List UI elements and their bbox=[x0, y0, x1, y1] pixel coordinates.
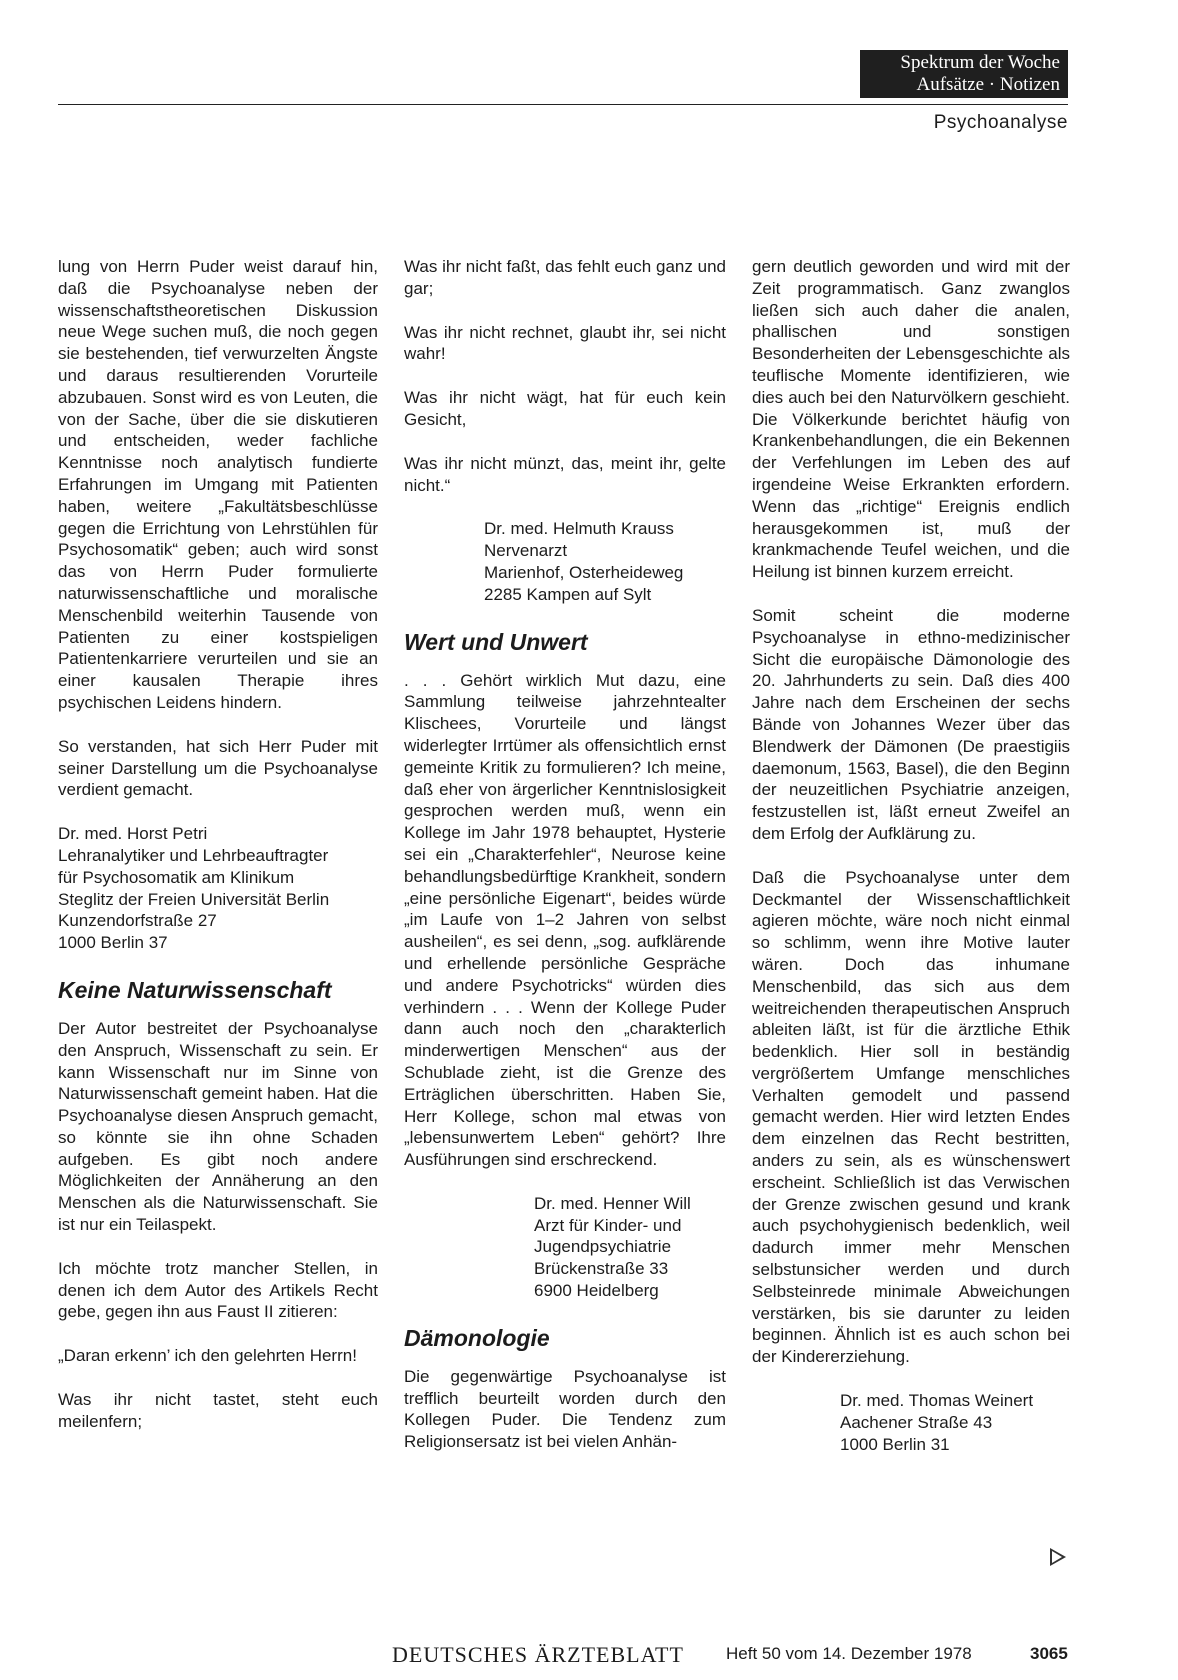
header-rule bbox=[58, 104, 1068, 105]
quote-line: Was ihr nicht faßt, das fehlt euch ganz und gar; bbox=[404, 257, 726, 298]
heading-keine-naturwissenschaft: Keine Naturwissenschaft bbox=[58, 976, 332, 1003]
signature-line: Brückenstraße 33 bbox=[534, 1259, 669, 1279]
paragraph: lung von Herrn Puder weist darauf hin, daß die Psychoanalyse neben der wissenschaftstheoretischen Diskussion neue Wege suchen muß, die noch gegen sie bestehenden, tief verwurzelten Ängste und daraus resultierenden Vorurteile abzubauen. Sonst wird es von Leuten, die von der Sache, über die sie diskutieren und entscheiden, weder fachliche Kenntnisse noch analytisch fundierte Erfahrungen im Umgang mit Patienten haben, weitere „Fakultätsbeschlüsse gegen die Errichtung von Lehrstühlen für Psychosomatik“ geben; auch wird sonst das von Herrn Puder formulierte naturwissenschaftliche und moralische Menschenbild weiterhin Tausende von Patienten zu einer kostspieligen Patientenkarriere verurteilen und sie an einer kausalen Therapie ihres psychischen Leidens hindern. bbox=[58, 257, 378, 712]
signature-line: 6900 Heidelberg bbox=[534, 1281, 659, 1301]
page-footer bbox=[0, 1642, 1178, 1672]
signature-line: Lehranalytiker und Lehrbeauftragter bbox=[58, 845, 329, 865]
signature-line: für Psychosomatik am Klinikum bbox=[58, 867, 295, 887]
signature-line: Dr. med. Henner Will bbox=[534, 1193, 691, 1213]
signature-line: Aachener Straße 43 bbox=[840, 1412, 993, 1432]
signature-krauss bbox=[404, 518, 726, 605]
signature-will bbox=[404, 1193, 726, 1302]
signature-line: Steglitz der Freien Universität Berlin bbox=[58, 889, 330, 909]
continue-arrow-icon bbox=[1050, 1548, 1066, 1566]
issue-info: Heft 50 vom 14. Dezember 1978 bbox=[726, 1644, 972, 1663]
column-3 bbox=[752, 256, 1070, 1477]
signature-line: Dr. med. Thomas Weinert bbox=[840, 1391, 1034, 1411]
paragraph: Daß die Psychoanalyse unter dem Deckmantel der Wissenschaftlichkeit agieren möchte, wäre noch nicht einmal so schlimm, wenn ihre Motive lauter wären. Doch das inhumane Menschenbild, das sich aus dem weitreichenden therapeutischen Anspruch ableiten läßt, ist für die ärztliche Ethik bedenklich. Hier soll in beständig vergrößertem Umfange menschliches Verhalten gemodelt und passend gemacht werden. Hier wird letzten Endes dem einzelnen das Recht bestritten, anders zu sein, als es wünschenswert erscheint. Schließlich ist das Verwischen der Grenze zwischen gesund und krank auch psychohygienisch bedenklich, weil dadurch immer mehr Menschen selbstunsicher werden und durch Selbsteinrede minimale Abweichungen verstärken, bis sie darunter zu leiden beginnen. Ähnlich ist es auch schon bei der Kindererziehung. bbox=[752, 867, 1070, 1367]
journal-name: DEUTSCHES ÄRZTEBLATT bbox=[392, 1642, 684, 1667]
signature-petri bbox=[58, 823, 378, 954]
paragraph: . . . Gehört wirklich Mut dazu, eine Sammlung teilweise jahrzehntealter Klischees, Vorurteile und längst widerlegter Irrtümer als offensichtlich ernst gemeinte Kritik zu formulieren? Ich meine, daß eher von ärgerlicher Kenntnislosigkeit gesprochen werden muß, wenn ein Kollege im Jahr 1978 behauptet, Hysterie sei ein „Charakterfehler“, Neurose keine behandlungsbedürftige Krankheit, sondern „eine persönliche Eigenart“, beides würde „im Laufe von 1–2 Jahren von selbst ausheilen“, es sei denn, „sog. aufklärende und erhellende persönliche Gespräche und andere Psychotricks“ würden dies verhindern . . . Wenn der Kollege Puder dann auch noch den „charakterlich minderwertigen Menschen“ aus der Schublade zieht, ist die Grenze des Erträglichen überschritten. Haben Sie, Herr Kollege, schon mal etwas von „lebensunwertem Leben“ gehört? Ihre Ausführungen sind erschreckend. bbox=[404, 670, 726, 1170]
page-number: 3065 bbox=[1030, 1644, 1068, 1663]
column-1 bbox=[58, 256, 378, 1455]
quote-line: Was ihr nicht wägt, hat für euch kein Gesicht, bbox=[404, 388, 726, 429]
quote-line: „Daran erkenn’ ich den gelehrten Herrn! bbox=[58, 1346, 357, 1366]
signature-line: Dr. med. Helmuth Krauss bbox=[484, 519, 674, 539]
section-label: Psychoanalyse bbox=[933, 112, 1068, 133]
heading-wert-und-unwert: Wert und Unwert bbox=[404, 628, 588, 655]
paragraph: Die gegenwärtige Psychoanalyse ist trefflich beurteilt worden durch den Kollegen Puder. Die Tendenz zum Religionsersatz ist bei vielen Anhän- bbox=[404, 1366, 726, 1452]
signature-line: 1000 Berlin 37 bbox=[58, 933, 168, 953]
header-box-line1: Spektrum der Woche bbox=[900, 52, 1060, 73]
signature-line: Kunzendorfstraße 27 bbox=[58, 911, 217, 931]
signature-line: Arzt für Kinder- und bbox=[534, 1215, 682, 1235]
paragraph: Ich möchte trotz mancher Stellen, in denen ich dem Autor des Artikels Recht gebe, gegen ihn aus Faust II zitieren: bbox=[58, 1258, 378, 1322]
signature-line: Jugendpsychiatrie bbox=[534, 1237, 672, 1257]
quote-line: Was ihr nicht tastet, steht euch meilenfern; bbox=[58, 1390, 378, 1431]
section-header-box bbox=[860, 50, 1068, 98]
heading-daemonologie: Dämonologie bbox=[404, 1324, 550, 1351]
column-2 bbox=[404, 256, 726, 1475]
paragraph: gern deutlich geworden und wird mit der Zeit programmatisch. Ganz zwanglos ließen sich auch daher die analen, phallischen und sonstigen Besonderheiten der Lebensgeschichte als teuflische Momente identifizieren, wie dies auch bei den Naturvölkern geschieht. Die Völkerkunde berichtet häufig von Krankenbehandlungen, die ein Bekennen der Verfehlungen im Leben des auf irgendeine Weise Erkrankten erfordern. Wenn das „richtige“ Ereignis endlich herausgekommen ist, muß der krankmachende Teufel weichen, und die Heilung ist binnen kurzem erreicht. bbox=[752, 257, 1070, 582]
paragraph: Der Autor bestreitet der Psychoanalyse den Anspruch, Wissenschaft zu sein. Er kann Wissenschaft nur im Sinne von Naturwissenschaft gemeint haben. Hat die Psychoanalyse diesen Anspruch gemacht, so könnte sie ihn ohne Schaden aufgeben. Es gibt noch andere Möglichkeiten der Annäherung an den Menschen als die Naturwissenschaft. Sie ist nur ein Teilaspekt. bbox=[58, 1018, 378, 1235]
signature-line: Dr. med. Horst Petri bbox=[58, 824, 208, 844]
signature-line: Nervenarzt bbox=[484, 541, 568, 561]
signature-weinert bbox=[752, 1390, 1070, 1455]
quote-line: Was ihr nicht münzt, das, meint ihr, gelte nicht.“ bbox=[404, 453, 726, 495]
paragraph: So verstanden, hat sich Herr Puder mit seiner Darstellung um die Psychoanalyse verdient gemacht. bbox=[58, 736, 378, 800]
signature-line: Marienhof, Osterheideweg bbox=[484, 562, 684, 582]
paragraph: Somit scheint die moderne Psychoanalyse in ethno-medizinischer Sicht die europäische Dämonologie des 20. Jahrhunderts zu sein. Daß dies 400 Jahre nach dem Erscheinen der sechs Bände von Johannes Wezer über das Blendwerk der Dämonen (De praestigiis daemonum, 1563, Basel), die den Beginn der neuzeitlichen Psychiatrie anzeigen, festzustellen ist, läßt erneut Zweifel an dem Erfolg der Aufklärung zu. bbox=[752, 605, 1070, 843]
signature-line: 2285 Kampen auf Sylt bbox=[484, 584, 652, 604]
signature-line: 1000 Berlin 31 bbox=[840, 1434, 950, 1454]
header-box-line2: Aufsätze · Notizen bbox=[916, 74, 1060, 95]
quote-line: Was ihr nicht rechnet, glaubt ihr, sei nicht wahr! bbox=[404, 322, 726, 364]
